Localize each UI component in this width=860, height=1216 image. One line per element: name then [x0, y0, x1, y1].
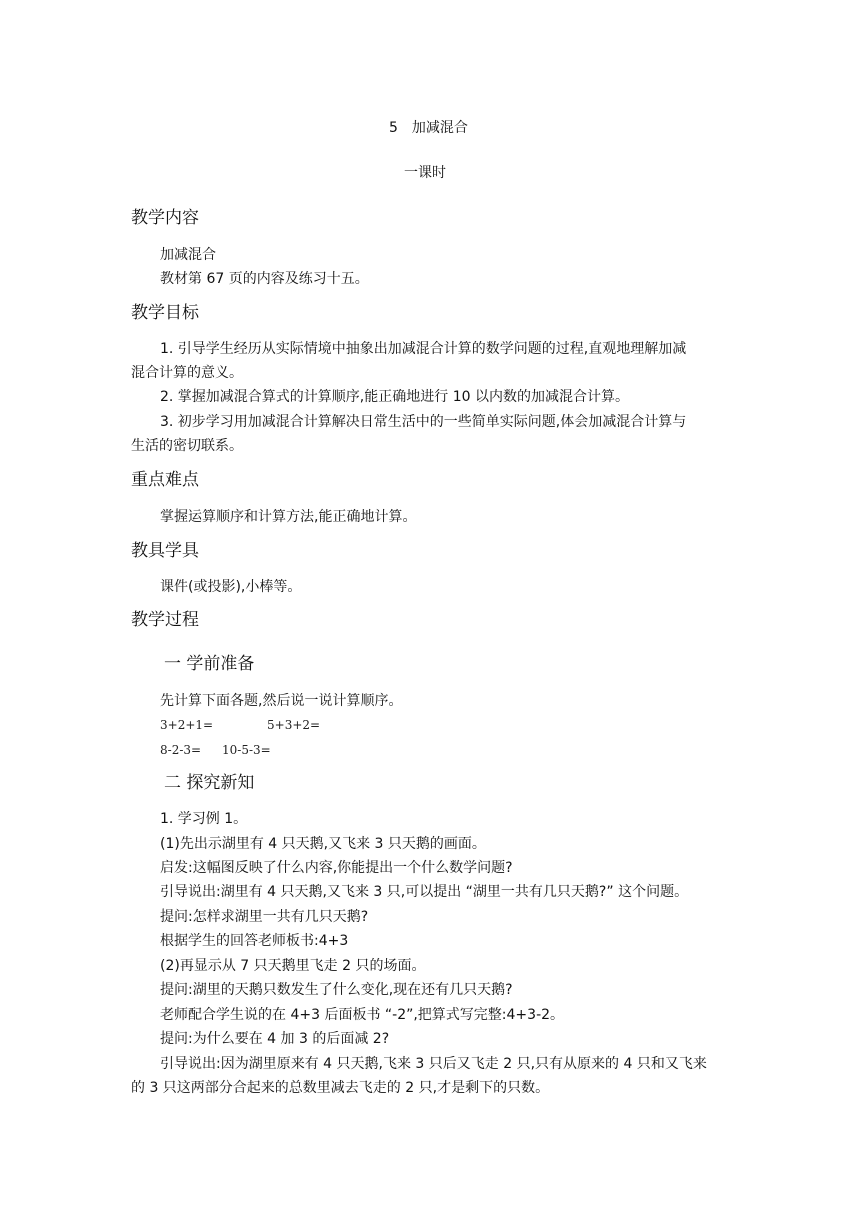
part2-line-4: 引导说出:湖里有 4 只天鹅,又飞来 3 只,可以提出 “湖里一共有几只天鹅?” 这个问题。 — [160, 884, 689, 900]
part2-line-9: 老师配合学生说的在 4+3 后面板书 “-2”,把算式写完整:4+3-2。 — [160, 1007, 565, 1023]
exercise-3: 8-2-3= — [160, 743, 202, 757]
heading-teaching-goals: 教学目标 — [131, 303, 199, 323]
goal-line-1: 1. 引导学生经历从实际情境中抽象出加减混合计算的数学问题的过程,直观地理解加减 — [160, 341, 687, 357]
part2-line-11: 引导说出:因为湖里原来有 4 只天鹅,飞来 3 只后又飞走 2 只,只有从原来的 4 只和又飞来 — [160, 1056, 707, 1072]
part1-intro: 先计算下面各题,然后说一说计算顺序。 — [160, 693, 403, 709]
heading-part-2: 二 探究新知 — [164, 773, 255, 793]
part2-line-3: 启发:这幅图反映了什么内容,你能提出一个什么数学问题? — [160, 860, 513, 876]
part2-line-5: 提问:怎样求湖里一共有几只天鹅? — [160, 909, 369, 925]
goal-line-2: 混合计算的意义。 — [131, 365, 243, 381]
heading-teaching-process: 教学过程 — [131, 610, 199, 630]
exercise-2: 5+3+2= — [267, 718, 321, 732]
lesson-subtitle: 一课时 — [404, 165, 446, 181]
heading-teaching-tools: 教具学具 — [131, 541, 199, 561]
heading-teaching-content: 教学内容 — [131, 208, 199, 228]
part2-line-7: (2)再显示从 7 只天鹅里飞走 2 只的场面。 — [160, 958, 426, 974]
part2-line-2: (1)先出示湖里有 4 只天鹅,又飞来 3 只天鹅的画面。 — [160, 836, 486, 852]
goal-line-4: 3. 初步学习用加减混合计算解决日常生活中的一些简单实际问题,体会加减混合计算与 — [160, 414, 687, 430]
part2-line-10: 提问:为什么要在 4 加 3 的后面减 2? — [160, 1031, 390, 1047]
heading-key-points: 重点难点 — [131, 470, 199, 490]
key-line-1: 掌握运算顺序和计算方法,能正确地计算。 — [160, 509, 417, 525]
goal-line-3: 2. 掌握加减混合算式的计算顺序,能正确地进行 10 以内数的加减混合计算。 — [160, 389, 629, 405]
tools-line-1: 课件(或投影),小棒等。 — [160, 579, 302, 595]
part2-line-1: 1. 学习例 1。 — [160, 811, 248, 827]
part2-line-12: 的 3 只这两部分合起来的总数里减去飞走的 2 只,才是剩下的只数。 — [131, 1080, 550, 1096]
goal-line-5: 生活的密切联系。 — [131, 438, 243, 454]
content-line-2: 教材第 67 页的内容及练习十五。 — [160, 271, 369, 287]
exercise-4: 10-5-3= — [222, 743, 271, 757]
content-line-1: 加减混合 — [160, 247, 216, 263]
part2-line-6: 根据学生的回答老师板书:4+3 — [160, 933, 349, 949]
part2-line-8: 提问:湖里的天鹅只数发生了什么变化,现在还有几只天鹅? — [160, 982, 513, 998]
lesson-title: 5 加减混合 — [389, 120, 468, 136]
exercise-1: 3+2+1= — [160, 718, 214, 732]
heading-part-1: 一 学前准备 — [164, 654, 255, 674]
